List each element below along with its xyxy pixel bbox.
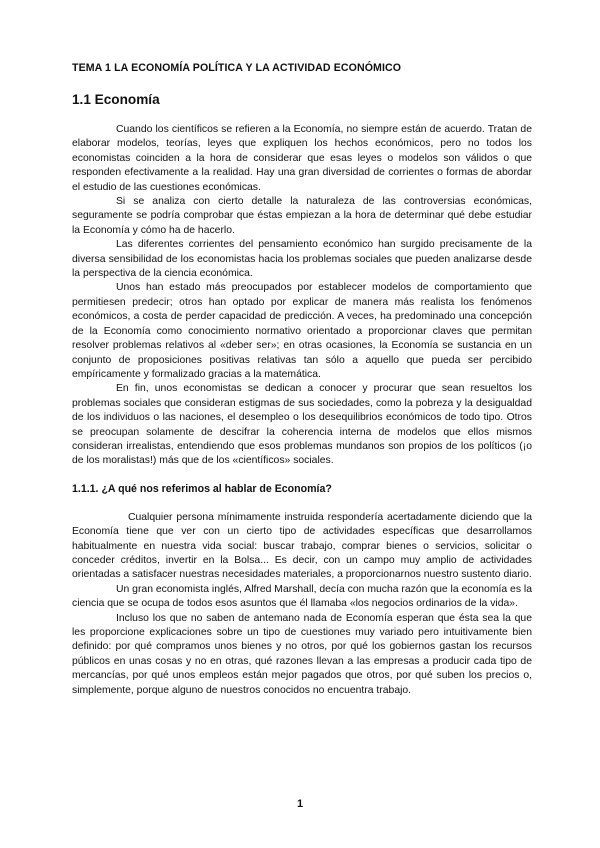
section-body xyxy=(72,123,532,469)
paragraph: Cualquier persona mínimamente instruida respondería acertadamente diciendo que la Economía tiene que ver con un cierto tipo de actividades específicas que desarrollamos habitualmente en nuestra vida social: buscar trabajo, comprar bienes o servicios, solicitar o conceder créditos, invertir en la Bolsa... Es decir, con un campo muy amplio de actividades orientadas a satisfacer nuestras necesidades materiales, a proporcionarnos nuestro sustento diario. xyxy=(72,511,532,581)
document-page xyxy=(72,62,532,698)
page-number: 1 xyxy=(296,798,304,810)
paragraph: Unos han estado más preocupados por establecer modelos de comportamiento que permitiesen predecir; otros han optado por explicar de manera más realista los fenómenos económicos, a costa de perder capacidad de predicción. A veces, ha predominado una concepción de la Economía como conocimiento normativo orientado a proporcionar claves que permitan resolver problemas relativos al «deber ser»; en otras ocasiones, la Economía se sustancia en un conjunto de proposiciones positivas relativas tan sólo a aquello que pueda ser percibido empíricamente y formalizado gracias a la matemática. xyxy=(72,282,532,380)
paragraph: Un gran economista inglés, Alfred Marshall, decía con mucha razón que la economía es la ciencia que se ocupa de todos esos asuntos que él llamaba «los negocios ordinarios de la vida». xyxy=(72,583,532,610)
paragraph: Incluso los que no saben de antemano nada de Economía esperan que ésta sea la que les proporcione explicaciones sobre un tipo de cuestiones muy variado pero intuitivamente bien definido: por qué compramos unos bienes y no otros, por qué los gobiernos gastan los recursos públicos en unas cosas y no en otras, qué razones llevan a las empresas a producir cada tipo de mercancías, por qué unos empleos están mejor pagados que otros, por qué suben los precios o, simplemente, porque alguno de nuestros conocidos no encuentra trabajo. xyxy=(72,612,532,696)
paragraph: Las diferentes corrientes del pensamiento económico han surgido precisamente de la diversa sensibilidad de los economistas hacia los problemas sociales que pueden analizarse desde la perspectiva de la ciencia económica. xyxy=(72,239,532,280)
subsection-body xyxy=(72,511,532,698)
section-heading: 1.1 Economía xyxy=(72,92,160,107)
paragraph: Cuando los científicos se refieren a la Economía, no siempre están de acuerdo. Tratan de elaborar modelos, teorías, leyes que expliquen los hechos económicos, pero no todos los economistas coinciden a la hora de considerar que esas leyes o modelos son válidos o que responden efectivamente a la realidad. Hay una gran diversidad de corrientes o formas de abordar el estudio de las cuestiones económicas. xyxy=(72,124,532,193)
paragraph: Si se analiza con cierto detalle la naturaleza de las controversias económicas, seguramente se podría comprobar que éstas empiezan a la hora de determinar qué debe estudiar la Economía y cómo ha de hacerlo. xyxy=(72,196,532,236)
document-title: TEMA 1 LA ECONOMÍA POLÍTICA Y LA ACTIVIDAD ECONÓMICO xyxy=(72,62,402,74)
subsection-heading: 1.1.1. ¿A qué nos referimos al hablar de Economía? xyxy=(72,482,332,495)
paragraph: En fin, unos economistas se dedican a conocer y procurar que sean resueltos los problemas sociales que consideran estigmas de sus sociedades, como la pobreza y la desigualdad de los individuos o las naciones, el desempleo o los desequilibrios económicos de todo tipo. Otros se preocupan solamente de descifrar la coherencia interna de modelos que ellos mismos consideran irrealistas, entendiendo que esos problemas mundanos son propios de los políticos (¡o de los moralistas!) más que de los «científicos» sociales. xyxy=(72,383,532,467)
